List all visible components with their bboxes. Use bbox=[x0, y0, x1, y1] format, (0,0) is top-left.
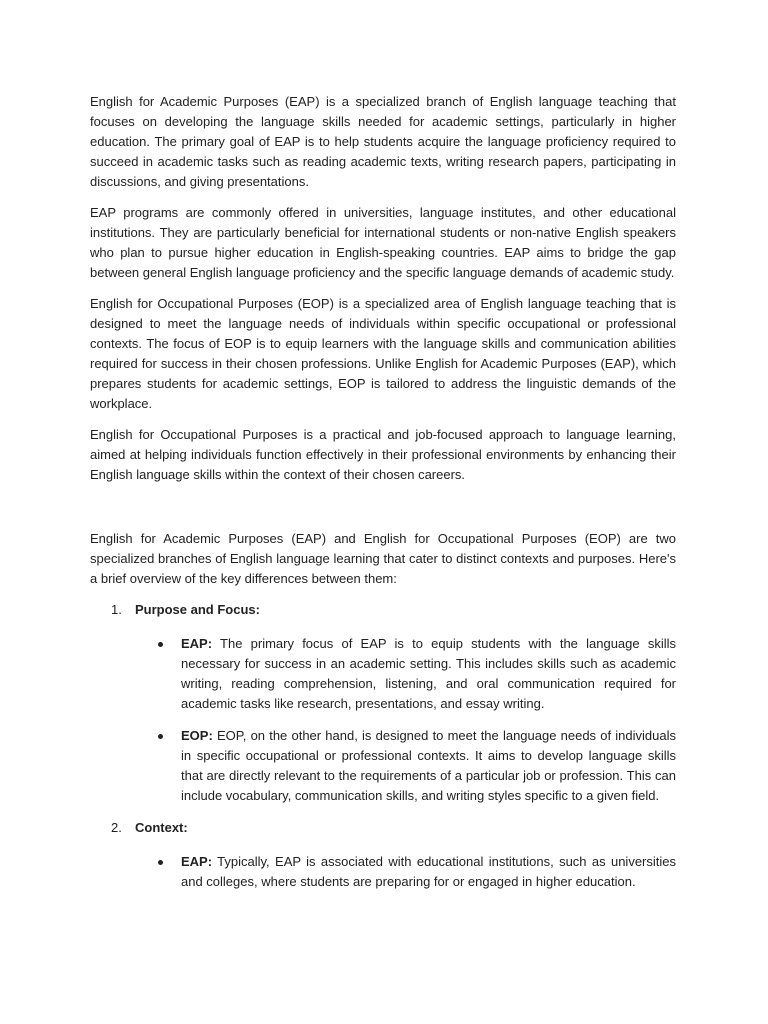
paragraph-eop-definition: English for Occupational Purposes (EOP) is a specialized area of English language teaching that is designed to meet the language needs of individuals within specific occupational or professional contexts. The focus of EOP is to equip learners with the language skills and communication abilities required for success in their chosen professions. Unlike English for Academic Purposes (EAP), which prepares students for academic settings, EOP is tailored to address the linguistic demands of the workplace. bbox=[90, 296, 676, 411]
bullet-text: Typically, EAP is associated with educational institutions, such as universities and colleges, where students are preparing for or engaged in higher education. bbox=[181, 854, 676, 889]
numbered-item-title: Context: bbox=[135, 820, 188, 835]
paragraph-eop-approach: English for Occupational Purposes is a practical and job-focused approach to language learning, aimed at helping individuals function effectively in their professional environments by enhancing their English language skills within the context of their chosen careers. bbox=[90, 427, 676, 482]
bullet-item-eap-context bbox=[181, 852, 676, 892]
numbered-item-purpose-focus bbox=[90, 600, 676, 806]
bullet-icon bbox=[158, 734, 163, 739]
bullet-term: EAP: bbox=[181, 636, 213, 651]
list-number: 2. bbox=[111, 820, 122, 835]
bullet-text: The primary focus of EAP is to equip students with the language skills necessary for success in an academic setting. This includes skills such as academic writing, reading comprehension, listening, and oral communication required for academic tasks like research, presentations, and essay writing. bbox=[181, 636, 676, 711]
bullet-icon bbox=[158, 642, 163, 647]
bullet-term: EAP: bbox=[181, 854, 213, 869]
bullet-term: EOP: bbox=[181, 728, 213, 743]
numbered-item-context bbox=[90, 818, 676, 892]
bullet-icon bbox=[158, 860, 163, 865]
numbered-item-title: Purpose and Focus: bbox=[135, 602, 260, 617]
paragraph-eap-programs: EAP programs are commonly offered in universities, language institutes, and other educational institutions. They are particularly beneficial for international students or non-native English speakers who plan to pursue higher education in English-speaking countries. EAP aims to bridge the gap between general English language proficiency and the specific language demands of academic study. bbox=[90, 205, 676, 280]
paragraph-comparison-intro: English for Academic Purposes (EAP) and English for Occupational Purposes (EOP) are two specialized branches of English language learning that cater to distinct contexts and purposes. Here's a brief overview of the key differences between them: bbox=[90, 531, 676, 586]
bullet-list bbox=[90, 634, 676, 806]
list-number: 1. bbox=[111, 602, 122, 617]
paragraph-eap-definition: English for Academic Purposes (EAP) is a specialized branch of English language teaching that focuses on developing the language skills needed for academic settings, particularly in higher education. The primary goal of EAP is to help students acquire the language proficiency required to succeed in academic tasks such as reading academic texts, writing research papers, participating in discussions, and giving presentations. bbox=[90, 94, 676, 189]
bullet-list bbox=[90, 852, 676, 892]
section-spacer bbox=[90, 496, 676, 529]
document-page bbox=[90, 92, 676, 904]
bullet-item-eop-focus bbox=[181, 726, 676, 806]
bullet-text: EOP, on the other hand, is designed to meet the language needs of individuals in specific occupational or professional contexts. It aims to develop language skills that are directly relevant to the requirements of a particular job or profession. This can include vocabulary, communication skills, and writing styles specific to a given field. bbox=[181, 728, 676, 803]
bullet-item-eap-focus bbox=[181, 634, 676, 714]
